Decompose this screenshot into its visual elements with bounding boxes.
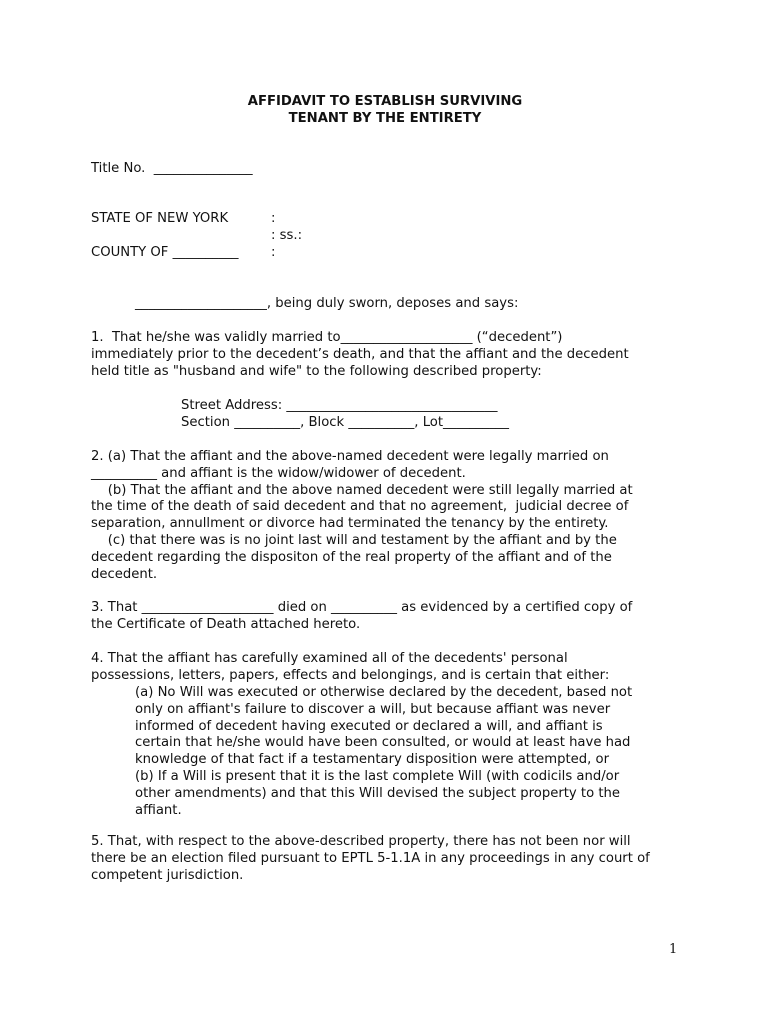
- paragraph-4-options: [135, 685, 735, 819]
- paragraph-4-line: 4. That the affiant has carefully examined all of the decedents' personal: [91, 651, 568, 666]
- street-address-field: Street Address: ________________________________: [181, 398, 498, 413]
- paragraph-3-line: 3. That ____________________ died on __________ as evidenced by a certified copy of: [91, 600, 633, 615]
- paragraph-2-line: (c) that there was is no joint last will and testament by the affiant and by the: [91, 532, 617, 548]
- paragraph-2-line: (b) That the affiant and the above named decedent were still legally married at: [91, 482, 633, 498]
- sworn-statement: ____________________, being duly sworn, deposes and says:: [135, 296, 519, 311]
- paragraph-5: [91, 834, 691, 884]
- paragraph-1: [91, 330, 691, 380]
- paragraph-4-option-line: only on affiant's failure to discover a will, but because affiant was never: [135, 701, 611, 717]
- paragraph-4-option-line: (a) No Will was executed or otherwise declared by the decedent, based not: [135, 685, 633, 700]
- paragraph-2-line: decedent.: [91, 566, 158, 582]
- paragraph-3: [91, 600, 691, 634]
- paragraph-2-line: __________ and affiant is the widow/widower of decedent.: [91, 465, 466, 481]
- venue-colon-3: :: [271, 245, 276, 260]
- paragraph-4-option-line: other amendments) and that this Will devised the subject property to the: [135, 785, 620, 801]
- paragraph-4-option-line: affiant.: [135, 802, 182, 818]
- title-number-field: Title No. _______________: [91, 161, 253, 176]
- paragraph-5-line: 5. That, with respect to the above-described property, there has not been nor will: [91, 834, 631, 849]
- paragraph-4: [91, 651, 691, 685]
- paragraph-1-line: held title as "husband and wife" to the following described property:: [91, 363, 542, 379]
- paragraph-2-line: separation, annullment or divorce had terminated the tenancy by the entirety.: [91, 516, 609, 532]
- paragraph-5-line: there be an election filed pursuant to EPTL 5-1.1A in any proceedings in any court of: [91, 850, 650, 866]
- paragraph-1-line: 1. That he/she was validly married to____________________ (“decedent”): [91, 330, 563, 345]
- venue-colon-1: :: [271, 211, 276, 226]
- page-number: 1: [669, 942, 678, 957]
- paragraph-1-line: immediately prior to the decedent’s death, and that the affiant and the decedent: [91, 346, 629, 362]
- paragraph-4-line: possessions, letters, papers, effects and belongings, and is certain that either:: [91, 667, 610, 683]
- paragraph-2-line: 2. (a) That the affiant and the above-named decedent were legally married on: [91, 449, 609, 464]
- document-title-line-2: TENANT BY THE ENTIRETY: [288, 111, 482, 126]
- section-block-lot-field: Section __________, Block __________, Lot__________: [181, 415, 509, 430]
- paragraph-2-line: the time of the death of said decedent and that no agreement, judicial decree of: [91, 499, 629, 515]
- paragraph-2: [91, 449, 691, 583]
- paragraph-4-option-line: certain that he/she would have been consulted, or would at least have had: [135, 735, 631, 751]
- paragraph-4-option-line: informed of decedent having executed or declared a will, and affiant is: [135, 718, 603, 734]
- venue-ss: : ss.:: [271, 228, 303, 243]
- paragraph-2-line: decedent regarding the dispositon of the real property of the affiant and of the: [91, 549, 612, 565]
- state-label: STATE OF NEW YORK: [91, 211, 229, 226]
- document-title-line-1: AFFIDAVIT TO ESTABLISH SURVIVING: [247, 94, 523, 109]
- paragraph-4-option-line: (b) If a Will is present that it is the last complete Will (with codicils and/or: [135, 768, 620, 784]
- paragraph-4-option-line: knowledge of that fact if a testamentary disposition were attempted, or: [135, 752, 610, 768]
- paragraph-3-line: the Certificate of Death attached hereto.: [91, 616, 361, 632]
- county-label: COUNTY OF __________: [91, 245, 239, 260]
- paragraph-5-line: competent jurisdiction.: [91, 867, 244, 883]
